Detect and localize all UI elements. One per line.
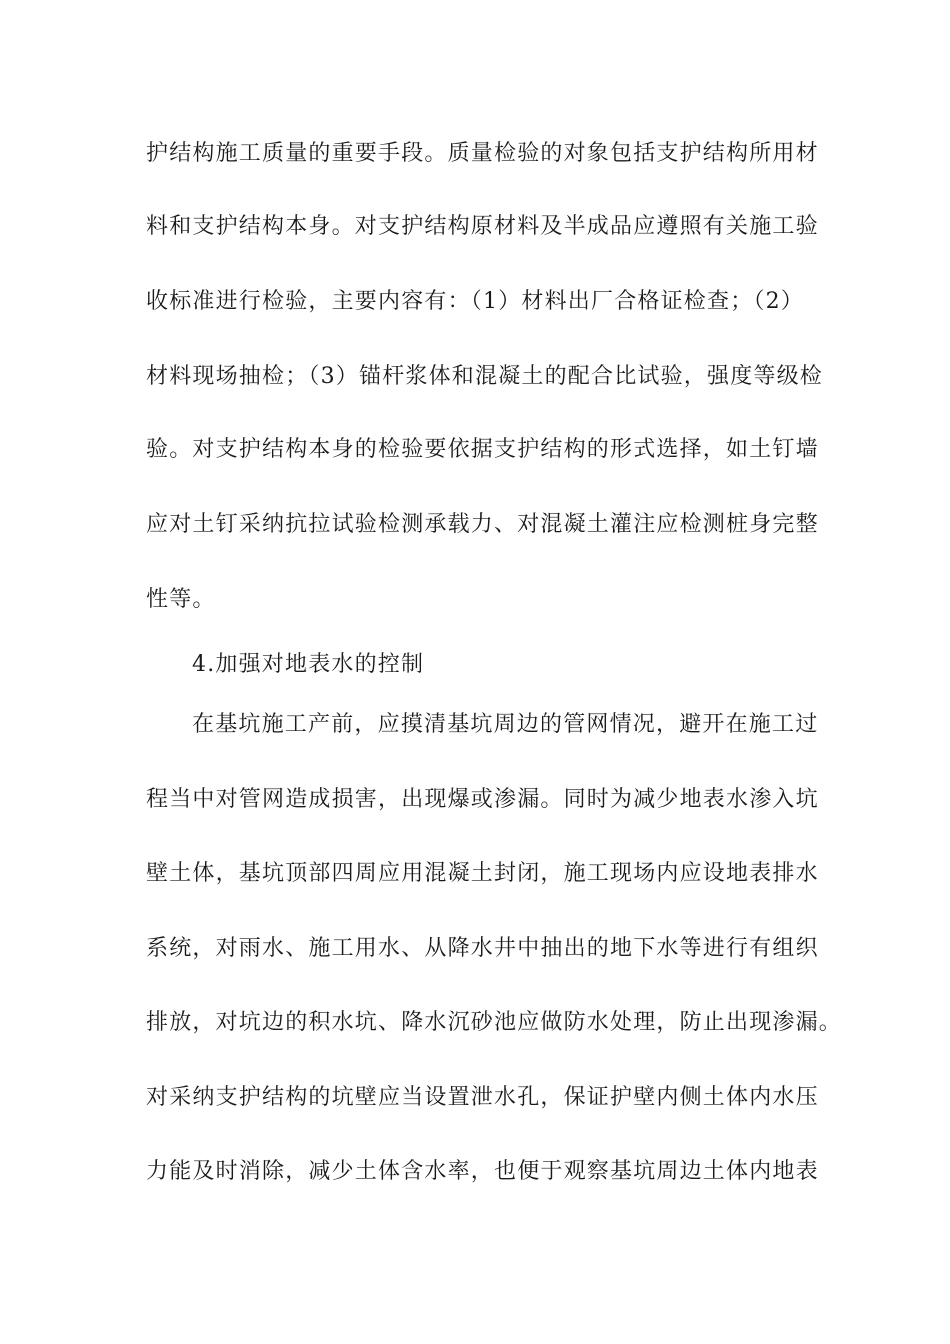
- paragraph-line: 材料现场抽检；（3）锚杆浆体和混凝土的配合比试验，强度等级检: [146, 364, 823, 389]
- paragraph-line: 应对土钉采纳抗拉试验检测承载力、对混凝土灌注应检测桩身完整: [146, 512, 819, 537]
- paragraph-line: 收标准进行检验，主要内容有：（1）材料出厂合格证检查；（2）: [146, 289, 804, 314]
- paragraph-line: 系统，对雨水、施工用水、从降水井中抽出的地下水等进行有组织: [146, 936, 819, 961]
- paragraph-line: 力能及时消除，减少土体含水率，也便于观察基坑周边土体内地表: [146, 1159, 819, 1184]
- paragraph-line: 性等。: [146, 587, 216, 612]
- paragraph-line: 壁土体，基坑顶部四周应用混凝土封闭，施工现场内应设地表排水: [146, 861, 819, 886]
- paragraph-line: 程当中对管网造成损害，出现爆或渗漏。同时为减少地表水渗入坑: [146, 787, 819, 812]
- paragraph-line: 排放，对坑边的积水坑、降水沉砂池应做防水处理，防止出现渗漏。: [146, 1010, 843, 1035]
- paragraph-line: 验。对支护结构本身的检验要依据支护结构的形式选择，如土钉墙: [146, 437, 819, 462]
- paragraph-line: 护结构施工质量的重要手段。质量检验的对象包括支护结构所用材: [146, 141, 819, 166]
- paragraph-first-line: 在基坑施工产前，应摸清基坑周边的管网情况，避开在施工过: [192, 712, 819, 737]
- paragraph-line: 对采纳支护结构的坑壁应当设置泄水孔，保证护壁内侧土体内水压: [146, 1085, 819, 1110]
- section-heading: 4.加强对地表水的控制: [192, 652, 425, 677]
- paragraph-line: 料和支护结构本身。对支护结构原材料及半成品应遵照有关施工验: [146, 214, 819, 239]
